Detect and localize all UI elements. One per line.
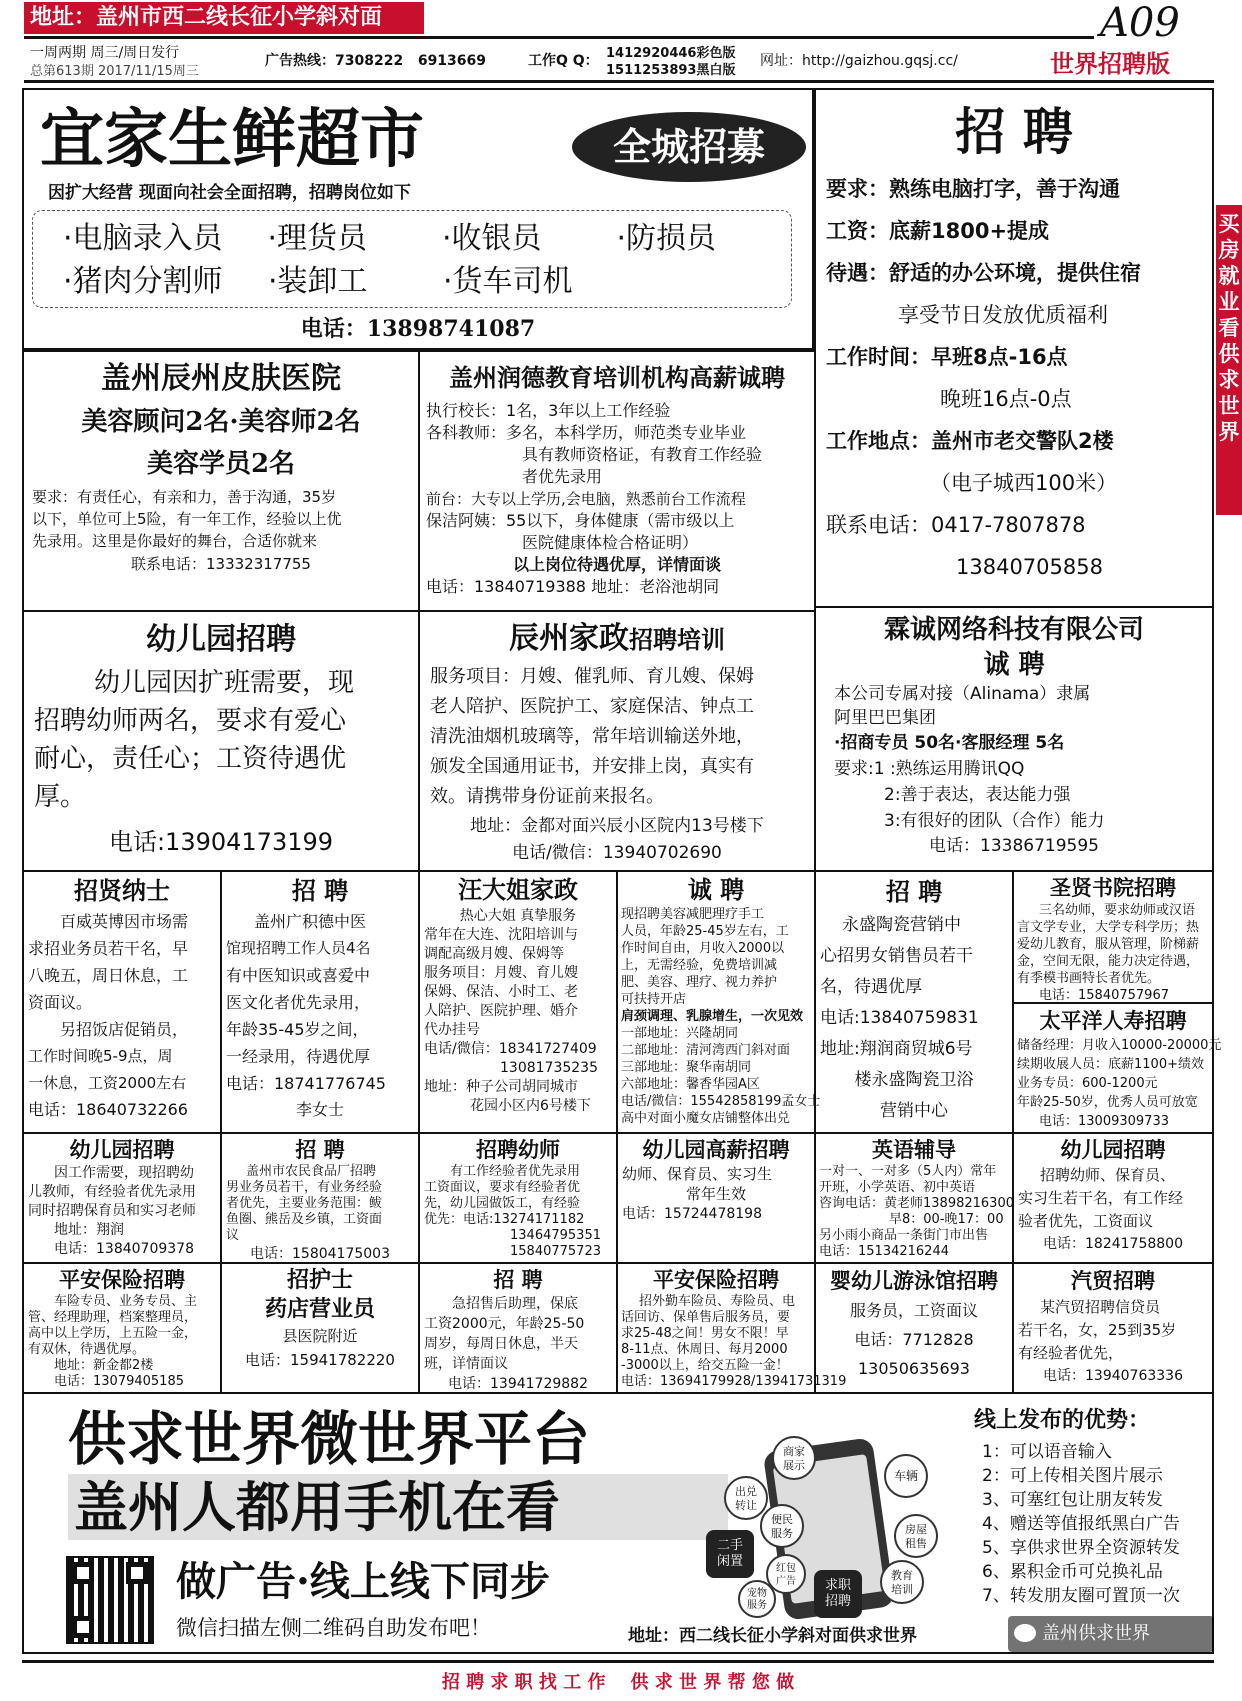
runde-line: 保洁阿姨：55以下，身体健康（需市级以上: [426, 511, 735, 530]
ad-youyong: [814, 1262, 1014, 1394]
ad-phone: 电话：13079405185: [54, 1374, 184, 1389]
footer-slogan: 招 聘 求 职 找 工 作 供 求 世 界 帮 您 做: [441, 1672, 795, 1693]
bubble-fangwu: 房屋租售: [894, 1514, 938, 1558]
ad-line: 人陪护、医院护理、婚介: [424, 1003, 578, 1019]
ad-line: 人员，年龄25-45岁左右，工: [621, 924, 789, 939]
ad-line: 高中对面小魔女店铺整体出兑: [621, 1111, 791, 1126]
ad-line: 先，幼儿园做饭工，有经验: [424, 1196, 581, 1211]
ad-kinder-2-title: 幼儿园招聘: [69, 1137, 175, 1162]
bubble-shangjia: 商家展示: [772, 1436, 816, 1480]
ad-line: 医文化者优先录用，: [226, 993, 371, 1012]
ad-line: 爱幼儿教育，服从管理，阶梯薪: [1017, 937, 1200, 952]
ad-line: 开班，小学英语、初中英语: [819, 1180, 976, 1195]
yijia-title: 宜家生鲜超市: [40, 102, 424, 177]
zhaopin-main-phone: 联系电话：0417-7807878: [826, 513, 1086, 537]
yijia-job: ·电脑录入员: [63, 221, 223, 256]
yijia-phone: 电话：13898741087: [300, 316, 536, 342]
bubble-bianmin: 便民服务: [760, 1504, 804, 1548]
ad-youshi-title: 招聘幼师: [476, 1137, 560, 1162]
yijia-job: ·防损员: [616, 221, 717, 256]
ad-zhaoxian: [22, 870, 222, 1134]
jiazheng-address: 地址：金都对面兴辰小区院内13号楼下: [470, 816, 764, 836]
ad-line: 急招售后助理，保底: [452, 1296, 578, 1312]
ad-phone: 电话：15134216244: [819, 1244, 949, 1259]
ad-line: 年龄25-50岁，优秀人员可放宽: [1017, 1095, 1198, 1110]
kindergarten-1-phone: 电话:13904173199: [108, 828, 334, 856]
ad-line: 二部地址：清河湾西门斜对面: [621, 1043, 791, 1058]
yijia-job: ·猪肉分割师: [63, 264, 223, 299]
ad-line: 求25-48之间！男女不限！早: [621, 1326, 789, 1341]
zhaopin-main-line: 工作时间：早班8点-16点: [826, 345, 1068, 369]
ad-line: 楼永盛陶瓷卫浴: [854, 1070, 974, 1090]
bubble-ershou: 二手闲置: [706, 1530, 754, 1578]
bubble-hongbao: 红包广告: [766, 1554, 806, 1594]
ad-pingan-1: [22, 1262, 222, 1394]
ad-line: 三部地址：聚华南胡同: [621, 1060, 752, 1075]
bubble-qiuzhi: 求职招聘: [814, 1570, 862, 1618]
ad-line: 一部地址：兴隆胡同: [621, 1026, 739, 1041]
ad-phone: 电话：15941782220: [245, 1351, 395, 1369]
advantages-list: [982, 1440, 1212, 1610]
ad-shouhou: [418, 1262, 618, 1394]
ad-line: 一对一、一对多（5人内）常年: [819, 1164, 997, 1179]
ad-line: 保姆、保洁、小时工、老: [424, 984, 578, 1000]
ad-line: 六部地址：馨香华园A区: [621, 1077, 760, 1092]
runde-title: 盖州润德教育培训机构高薪诚聘: [449, 363, 785, 392]
zhaopin-main-line: （电子城西100米）: [930, 471, 1118, 495]
ad-line: 议: [226, 1228, 240, 1243]
ad-line: 馆现招聘工作人员4名: [226, 939, 371, 957]
ad-chengpin-meirong: [616, 870, 821, 1134]
page-number: A09: [1100, 0, 1180, 46]
yijia-job: ·收银员: [441, 221, 542, 256]
zhaopin-main-line: 晚班16点-0点: [940, 387, 1072, 411]
ad-line: 地址：新金都2楼: [54, 1358, 154, 1373]
bubble-jiaoyu: 教育培训: [880, 1560, 924, 1604]
ad-yongsheng-title: 招 聘: [885, 877, 943, 906]
kindergarten-1-line: 幼儿园因扩班需要，现: [94, 668, 355, 698]
ad-line: 实习生若干名，有工作经: [1018, 1189, 1184, 1207]
ad-wangdajie: [418, 870, 618, 1134]
ad-kinder-3: [1012, 1132, 1214, 1264]
wechat-badge[interactable]: [1008, 1616, 1214, 1652]
advantage-item: 6、累积金币可兑换礼品: [982, 1562, 1163, 1582]
runde-line: 执行校长：1名，3年以上工作经验: [426, 401, 671, 420]
jiazheng-title: [430, 616, 804, 662]
jiazheng-line: 颁发全国通用证书，并安排上岗，真实有: [430, 756, 754, 777]
masthead-rule: [24, 36, 1094, 39]
ad-line: 李女士: [295, 1100, 344, 1119]
ad-phone: 13081735235: [500, 1060, 598, 1076]
yijia-jobs: [32, 210, 792, 308]
ad-line: 年龄35-45岁之间，: [226, 1020, 369, 1039]
zhaopin-main-phone: 13840705858: [956, 555, 1103, 579]
zhaopin-main-title: 招 聘: [955, 102, 1073, 161]
kindergarten-1-title: 幼儿园招聘: [146, 622, 296, 657]
ad-line: 有季模书画特长者优先。: [1017, 971, 1161, 986]
chenzhou-skin-title: 盖州辰州皮肤医院: [101, 361, 341, 396]
runde-line: 以上岗位待遇优厚，详情面谈: [512, 555, 721, 574]
ad-line: 常年在大连、沈阳培训与: [424, 927, 578, 943]
ad-line: 有中医知识或喜爱中: [226, 966, 371, 985]
ad-line: 代办挂号: [424, 1022, 480, 1038]
ad-line: 花园小区内6号楼下: [470, 1098, 591, 1114]
ad-line: 县医院附近: [282, 1327, 358, 1345]
ad-shengxian: [1012, 870, 1214, 1004]
ad-line: 早8：00-晚17：00: [889, 1212, 1004, 1227]
ad-line: 若干名，女，25到35岁: [1018, 1321, 1177, 1339]
zhaopin-main-line: 工作地点：盖州市老交警队2楼: [826, 429, 1114, 453]
hotline-1: 7308222: [335, 53, 404, 69]
linchen-line: 3:有很好的团队（合作）能力: [884, 811, 1105, 831]
ad-phone: 电话：13840709378: [54, 1241, 194, 1257]
ad-phone: 15840775723: [510, 1244, 601, 1259]
linchen-line: 本公司专属对接（Alinama）隶属: [834, 684, 1091, 704]
bubble-chuzhuan: 出兑转让: [724, 1476, 768, 1520]
ad-kinder-3-title: 幼儿园招聘: [1060, 1137, 1166, 1162]
ad-phone: 电话：18741776745: [226, 1074, 386, 1093]
zhaopin-main-ad: [814, 88, 1214, 608]
chenzhou-skin-line: 美容学员2名: [146, 449, 296, 479]
ad-line: 肩颈调理、乳腺增生，一次见效: [621, 1009, 804, 1024]
ad-line: 招外勤车险员、寿险员、电: [639, 1294, 796, 1309]
chenzhou-skin-line: 以下，单位可上5险，有一年工作，经验以上优: [32, 510, 342, 528]
linchen-title-2: 诚 聘: [983, 650, 1045, 680]
yijia-ad: [22, 88, 814, 350]
ad-line: 地址:翔润商贸城6号: [820, 1039, 973, 1059]
ad-line: 地址：翔润: [54, 1222, 124, 1238]
ad-phone: 电话：15804175003: [250, 1246, 390, 1262]
ad-youyong-title: 婴幼儿游泳馆招聘: [830, 1268, 998, 1293]
ad-line: 心招男女销售员若干: [820, 946, 973, 966]
linchen-line: 2:善于表达，表达能力强: [884, 785, 1071, 805]
ad-hushi-title: 招护士: [286, 1267, 353, 1293]
zhaopin-main-line: 待遇：舒适的办公环境，提供住宿: [826, 261, 1141, 285]
linchen-line: 要求:1 :熟练运用腾讯QQ: [834, 759, 1025, 779]
ad-line: 盖州广积德中医: [254, 912, 367, 931]
ad-line: 管、经理助理，档案整理员，: [28, 1310, 198, 1325]
ad-phone: 电话：18241758800: [1043, 1236, 1183, 1252]
ad-line: 儿教师，有经验者优先录用: [28, 1184, 196, 1200]
ad-line: 话回访、保单售后服务员，要: [621, 1310, 791, 1325]
ad-line: 名，待遇优厚: [820, 977, 922, 997]
ad-hushi-title-2: 药店营业员: [264, 1296, 375, 1322]
ad-yingyu: [814, 1132, 1014, 1264]
ad-line: 工资面议，要求有经验者优: [424, 1180, 581, 1195]
ad-line: 有双休，待遇优厚。: [28, 1342, 146, 1357]
chenzhou-skin-ad: [22, 350, 420, 612]
ad-line: 可扶持开店: [621, 992, 687, 1007]
ad-line: 验者优先，工资面议: [1018, 1212, 1154, 1230]
phone-graphic: [704, 1434, 944, 1619]
yijia-job: ·理货员: [267, 221, 367, 256]
ad-nongmin: [220, 1132, 420, 1264]
linchen-ad: [814, 606, 1214, 872]
ad-line: 鱼圈、熊岳及乡镇，工资面: [226, 1212, 383, 1227]
ad-line: 言文学专业，大学专科学历；热: [1017, 920, 1200, 935]
jiazheng-line: 老人陪护、医院护工、家庭保洁、钟点工: [430, 696, 754, 717]
ad-kinder-2: [22, 1132, 222, 1264]
ad-line: 8-11点、休周日、每月2000: [621, 1342, 788, 1357]
footer-rule: [22, 1660, 1214, 1663]
issue: 总第613期 2017/11/15周三: [30, 64, 199, 79]
qr-code[interactable]: [66, 1556, 154, 1644]
yijia-job: ·装卸工: [268, 264, 368, 299]
ad-line: 资面议。: [28, 993, 93, 1012]
ad-phone: 电话：18640732266: [28, 1100, 188, 1119]
ad-line: 因工作需要，现招聘幼: [54, 1165, 194, 1181]
yijia-badge: 全城招募: [572, 112, 806, 182]
ad-line: 盖州市农民食品厂招聘: [246, 1164, 377, 1179]
ad-phone: 电话:13840759831: [820, 1008, 979, 1028]
ad-line: 百威英博因市场需: [60, 912, 189, 931]
runde-line: 医院健康体检合格证明）: [522, 533, 699, 552]
ad-phone: 电话：15724478198: [622, 1206, 762, 1222]
ad-line: 工资2000元，年龄25-50: [424, 1316, 585, 1332]
ad-line: 营销中心: [880, 1101, 948, 1121]
runde-line: 前台：大专以上学历,会电脑，熟悉前台工作流程: [426, 490, 746, 508]
ad-line: 高中以上学历，上五险一金，: [28, 1326, 198, 1341]
kindergarten-1-line: 厚。: [34, 782, 87, 812]
ad-line: 招聘幼师、保育员、: [1040, 1166, 1176, 1184]
runde-line: 具有教师资格证，有教育工作经验: [522, 445, 763, 464]
advantage-item: 3、可塞红包让朋友转发: [982, 1490, 1163, 1510]
ad-taipingyang-title: 太平洋人寿招聘: [1039, 1008, 1187, 1033]
ad-pingan-2-title: 平安保险招聘: [653, 1267, 779, 1292]
kindergarten-1-line: 招聘幼师两名，要求有爱心: [34, 706, 347, 736]
ad-pingan-1-title: 平安保险招聘: [59, 1267, 185, 1292]
kindergarten-1-line: 耐心，责任心；工资待遇优: [34, 744, 347, 774]
linchen-line: ·招商专员 50名·客服经理 5名: [834, 733, 1065, 753]
ad-line: 肥、美容、理疗、视力养护: [621, 975, 778, 990]
ad-phone: 13464795351: [510, 1228, 601, 1243]
chenzhou-skin-line: 要求：有责任心，有亲和力，善于沟通，35岁: [32, 488, 337, 506]
zhaopin-main-line: 要求：熟练电脑打字，善于沟通: [826, 177, 1120, 201]
runde-line: 各科教师：多名，本科学历，师范类专业毕业: [426, 423, 747, 442]
ad-line: 三名幼师，要求幼师或汉语: [1039, 903, 1196, 918]
ad-phone: 13050635693: [858, 1359, 970, 1378]
ad-line: 有工作经验者优先录用: [450, 1164, 581, 1179]
ad-line: 工作时间晚5-9点，周: [28, 1047, 173, 1065]
ad-qimao: [1012, 1262, 1214, 1394]
ad-phone: 电话/微信：15542858199孟女士: [621, 1094, 821, 1109]
jiazheng-title-sub: 招聘培训: [629, 625, 725, 654]
wechat-account: 盖州供求世界: [1042, 1623, 1150, 1644]
ad-nongmin-title: 招 聘: [295, 1137, 345, 1162]
ad-line: 业务专员：600-1200元: [1017, 1076, 1158, 1091]
jiazheng-title-main: 辰州家政: [509, 621, 629, 656]
kindergarten-ad-1: [22, 610, 420, 872]
runde-line: 者优先录用: [522, 467, 603, 486]
ad-line: 班，详情面议: [424, 1356, 508, 1372]
ad-line: 一经录用，待遇优厚: [226, 1047, 371, 1066]
ad-line: 某汽贸招聘信贷员: [1040, 1298, 1161, 1316]
ad-phone: 电话：13694179928/13941731319: [621, 1374, 847, 1389]
linchen-title: 霖诚网络科技有限公司: [883, 615, 1144, 645]
ad-line: 现招聘美容减肥理疗手工: [621, 907, 765, 922]
ad-line: 男业务员若干，有业务经验: [226, 1180, 383, 1195]
ad-guangjide-title: 招 聘: [291, 876, 349, 905]
ad-line: 作时间自由，月收入2000以: [621, 941, 785, 956]
ad-phone: 优先：电话:13274171182: [424, 1212, 585, 1227]
ad-line: 另小雨小商品一条街门市出售: [819, 1228, 989, 1243]
yijia-job: ·货车司机: [443, 264, 573, 299]
platform-scan-hint: 微信扫描左侧二维码自助发布吧！: [176, 1616, 491, 1640]
ad-line: 车险专员、业务专员、主: [54, 1294, 198, 1309]
ad-line: 一休息，工资2000左右: [28, 1074, 187, 1092]
ad-phone: 电话：7712828: [854, 1330, 974, 1349]
chenzhou-skin-line: 先录用。这里是你最好的舞台，合适你就来: [32, 532, 318, 550]
frequency: 一周两期 周三/周日发行: [30, 45, 180, 61]
linchen-line: 阿里巴巴集团: [834, 708, 936, 728]
ad-phone: 咨询电话：黄老师13898216300: [819, 1196, 1014, 1211]
platform-headline-3: 做广告·线上线下同步: [176, 1558, 550, 1605]
qq-1: 1412920446彩色版: [606, 46, 736, 61]
advantage-item: 7、转发朋友圈可置顶一次: [982, 1586, 1180, 1606]
jiazheng-line: 清洗油烟机玻璃等，常年培训输送外地，: [430, 726, 754, 747]
jiazheng-line: 服务项目：月嫂、催乳师、育儿嫂、保姆: [430, 666, 754, 687]
ad-line: 幼师、保育员、实习生: [622, 1165, 773, 1183]
ad-kinder-gaoxin: [616, 1132, 816, 1264]
masthead-address: 地址：盖州市西二线长征小学斜对面: [24, 2, 424, 34]
ad-line: -3000以上，给交五险一金！: [621, 1358, 789, 1373]
platform-address: 地址：西二线长征小学斜对面供求世界: [628, 1626, 917, 1646]
yijia-subtitle: 因扩大经营 现面向社会全面招聘，招聘岗位如下: [48, 183, 411, 203]
ad-phone: 电话/微信：18341727409: [424, 1041, 597, 1057]
ad-line: 续期收展人员：底薪1100+绩效: [1017, 1057, 1204, 1072]
ad-line: 另招饭店促销员，: [60, 1020, 189, 1039]
wechat-icon: [1014, 1624, 1036, 1642]
ad-line: 八晚五，周日休息，工: [28, 966, 189, 985]
ad-phone: 电话：13940763336: [1043, 1368, 1183, 1384]
ad-chengpin-title: 诚 聘: [687, 875, 745, 904]
ad-line: 服务员，工资面议: [849, 1301, 978, 1320]
ad-qimao-title: 汽贸招聘: [1071, 1268, 1155, 1293]
ad-line: 热心大姐 真挚服务: [459, 908, 577, 924]
linchen-phone: 电话：13386719595: [929, 836, 1099, 856]
side-banner: 买房就业 看供求世界: [1216, 205, 1242, 515]
jiazheng-ad: [418, 610, 816, 872]
ad-line: 地址：种子公司胡同城市: [424, 1079, 578, 1095]
qq-label: 工作Q Q：: [528, 53, 599, 69]
advantage-item: 2：可上传相关图片展示: [982, 1466, 1163, 1486]
jiazheng-line: 效。请携带身份证前来报名。: [430, 786, 664, 807]
zhaopin-main-line: 工资：底薪1800+提成: [826, 219, 1050, 243]
ad-line: 金，空间无限，能力决定待遇，: [1017, 954, 1200, 969]
ad-shengxian-title: 圣贤书院招聘: [1050, 875, 1176, 900]
ad-taipingyang: [1012, 1002, 1222, 1134]
ad-phone: 电话：13941729882: [448, 1376, 588, 1392]
website[interactable]: 网址：http://gaizhou.gqsj.cc/: [760, 53, 958, 69]
ad-kinder-gaoxin-title: 幼儿园高薪招聘: [642, 1137, 790, 1162]
ad-zhaoxian-title: 招贤纳士: [74, 876, 170, 905]
ad-line: 永盛陶瓷营销中: [842, 915, 961, 935]
ad-line: 有经验者优先，: [1018, 1344, 1124, 1362]
ad-youshi: [418, 1132, 618, 1264]
ad-hushi: [220, 1262, 420, 1394]
ad-line: 周岁，每周日休息，半天: [424, 1336, 578, 1352]
ad-line: 同时招聘保育员和实习老师: [28, 1203, 196, 1219]
chenzhou-skin-phone: 联系电话：13332317755: [131, 555, 311, 573]
platform-ad: [22, 1392, 1214, 1654]
ad-phone: 电话：13009309733: [1039, 1114, 1169, 1129]
ad-shouhou-title: 招 聘: [493, 1267, 543, 1292]
ad-line: 调配高级月嫂、保姆等: [424, 946, 564, 962]
advantage-item: 5、享供求世界全资源转发: [982, 1538, 1180, 1558]
jiazheng-phone: 电话/微信：13940702690: [512, 843, 722, 863]
platform-headline-1: 供求世界微世界平台: [68, 1405, 591, 1473]
hotline: [265, 50, 515, 72]
advantages-title: 线上发布的优势：: [974, 1407, 1151, 1433]
edition-title: 世界招聘版: [1050, 49, 1170, 78]
hotline-2: 6913669: [417, 53, 487, 69]
ad-line: 服务项目：月嫂、育儿嫂: [424, 965, 578, 981]
masthead-rule-bottom: [24, 80, 1214, 83]
ad-guangjide: [220, 870, 420, 1134]
ad-line: 求招业务员若干名，早: [28, 939, 189, 958]
ad-line: 者优先，主要业务范围：鲅: [226, 1196, 383, 1211]
advantage-item: 1：可以语音输入: [982, 1442, 1112, 1462]
qq-2: 1511253893黑白版: [606, 63, 736, 78]
runde-ad: [418, 350, 816, 612]
hotline-label: 广告热线：: [265, 53, 335, 69]
chenzhou-skin-line: 美容顾问2名·美容师2名: [81, 407, 361, 437]
ad-line: 上，无需经验，免费培训减: [621, 958, 778, 973]
ad-phone: 电话：15840757967: [1039, 988, 1169, 1003]
bubble-cheliang: 车辆: [884, 1454, 928, 1498]
ad-line: 储备经理：月收入10000-20000元: [1017, 1038, 1222, 1053]
ad-wangdajie-title: 汪大姐家政: [458, 875, 578, 904]
ad-line: 常年生效: [685, 1185, 746, 1203]
ad-pingan-2: [616, 1262, 847, 1394]
runde-phone: 电话：13840719388 地址：老浴池胡同: [426, 577, 720, 596]
platform-headline-2: 盖州人都用手机在看: [68, 1474, 728, 1540]
ad-yingyu-title: 英语辅导: [872, 1137, 956, 1162]
advantage-item: 4、赠送等值报纸黑白广告: [982, 1514, 1180, 1534]
ad-yongsheng: [814, 870, 1014, 1134]
zhaopin-main-line: 享受节日发放优质福利: [898, 303, 1108, 327]
bubble-chongwu: 宠物服务: [738, 1580, 776, 1618]
